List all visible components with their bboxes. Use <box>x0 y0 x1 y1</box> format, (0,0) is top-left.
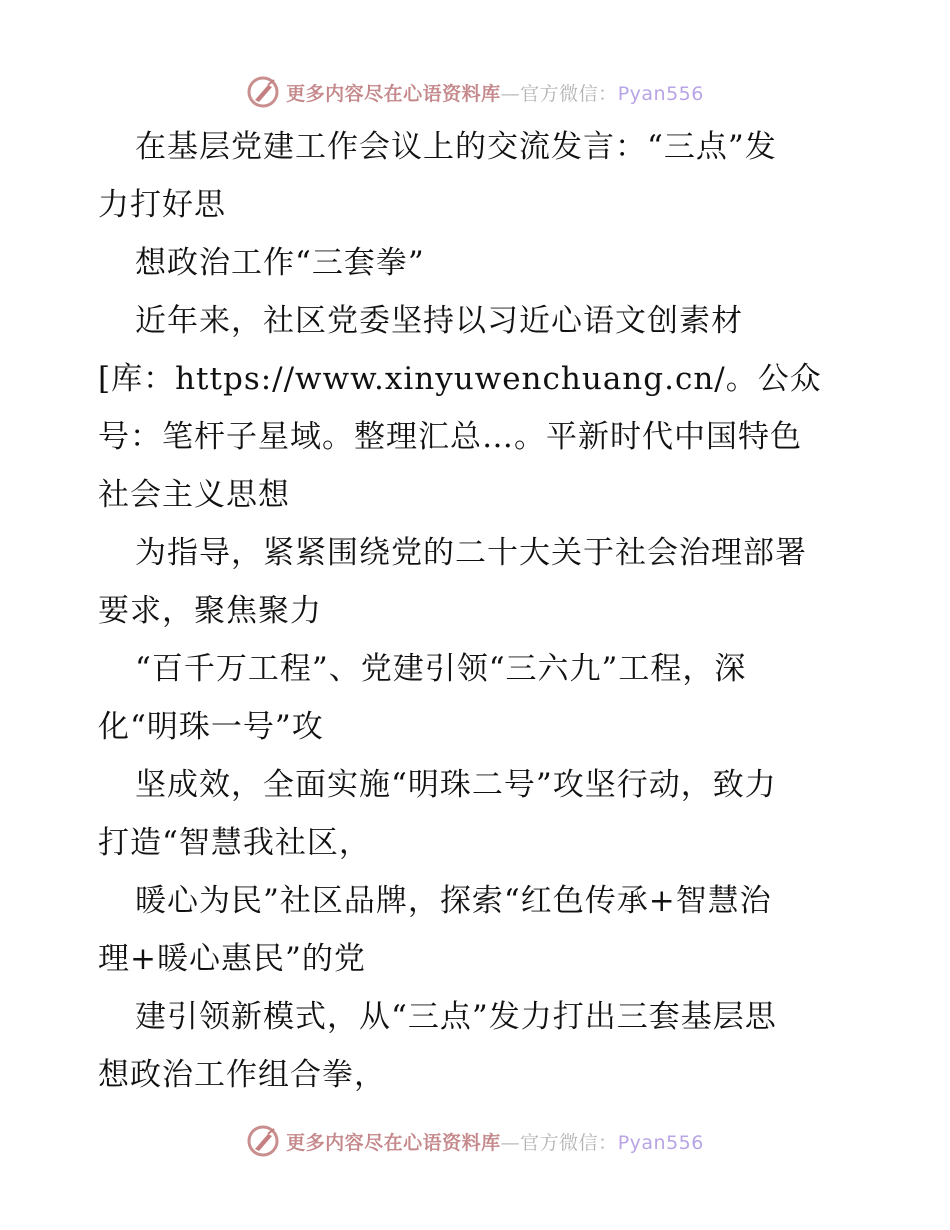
body-line: 想政治工作“三套拳” <box>135 245 425 281</box>
body-line: 近年来，社区党委坚持以习近心语文创素材 <box>135 303 743 339</box>
footer-banner-text <box>286 1128 704 1155</box>
footer-separator: — <box>500 1131 521 1154</box>
body-line: 要求，聚焦聚力 <box>98 593 322 629</box>
header-brand-text: 更多内容尽在心语资料库 <box>286 82 501 105</box>
header-banner-text <box>286 79 704 106</box>
document-body <box>98 118 858 1104</box>
body-line: 理+暖心惠民”的党 <box>98 941 366 977</box>
header-account: Pyan556 <box>617 82 704 105</box>
footer-account: Pyan556 <box>617 1131 704 1154</box>
body-line: [库：https://www.xinyuwenchuang.cn/。公众 <box>98 361 822 397</box>
footer-wechat-label: 官方微信： <box>520 1131 618 1154</box>
body-line: 在基层党建工作会议上的交流发言：“三点”发 <box>135 129 777 165</box>
body-line: 打造“智慧我社区， <box>98 825 371 861</box>
body-line: “百千万工程”、党建引领“三六九”工程，深 <box>135 651 747 687</box>
body-line: 坚成效，全面实施“明珠二号”攻坚行动，致力 <box>135 767 777 803</box>
body-line: 社会主义思想 <box>98 477 290 513</box>
body-line: 想政治工作组合拳， <box>98 1057 386 1093</box>
header-separator: — <box>500 82 521 105</box>
body-line: 暖心为民”社区品牌，探索“红色传承+智慧治 <box>135 883 772 919</box>
quill-logo-icon <box>246 1124 280 1158</box>
body-line: 为指导，紧紧围绕党的二十大关于社会治理部署 <box>135 535 807 571</box>
header-wechat-label: 官方微信： <box>520 82 618 105</box>
body-line: 力打好思 <box>98 187 226 223</box>
body-line: 建引领新模式，从“三点”发力打出三套基层思 <box>135 999 777 1035</box>
header-watermark-banner <box>0 72 950 112</box>
body-line: 化“明珠一号”攻 <box>98 709 324 745</box>
body-line: 号：笔杆子星域。整理汇总…。平新时代中国特色 <box>98 419 802 455</box>
quill-logo-icon <box>246 75 280 109</box>
footer-brand-text: 更多内容尽在心语资料库 <box>286 1131 501 1154</box>
footer-watermark-banner <box>0 1121 950 1161</box>
